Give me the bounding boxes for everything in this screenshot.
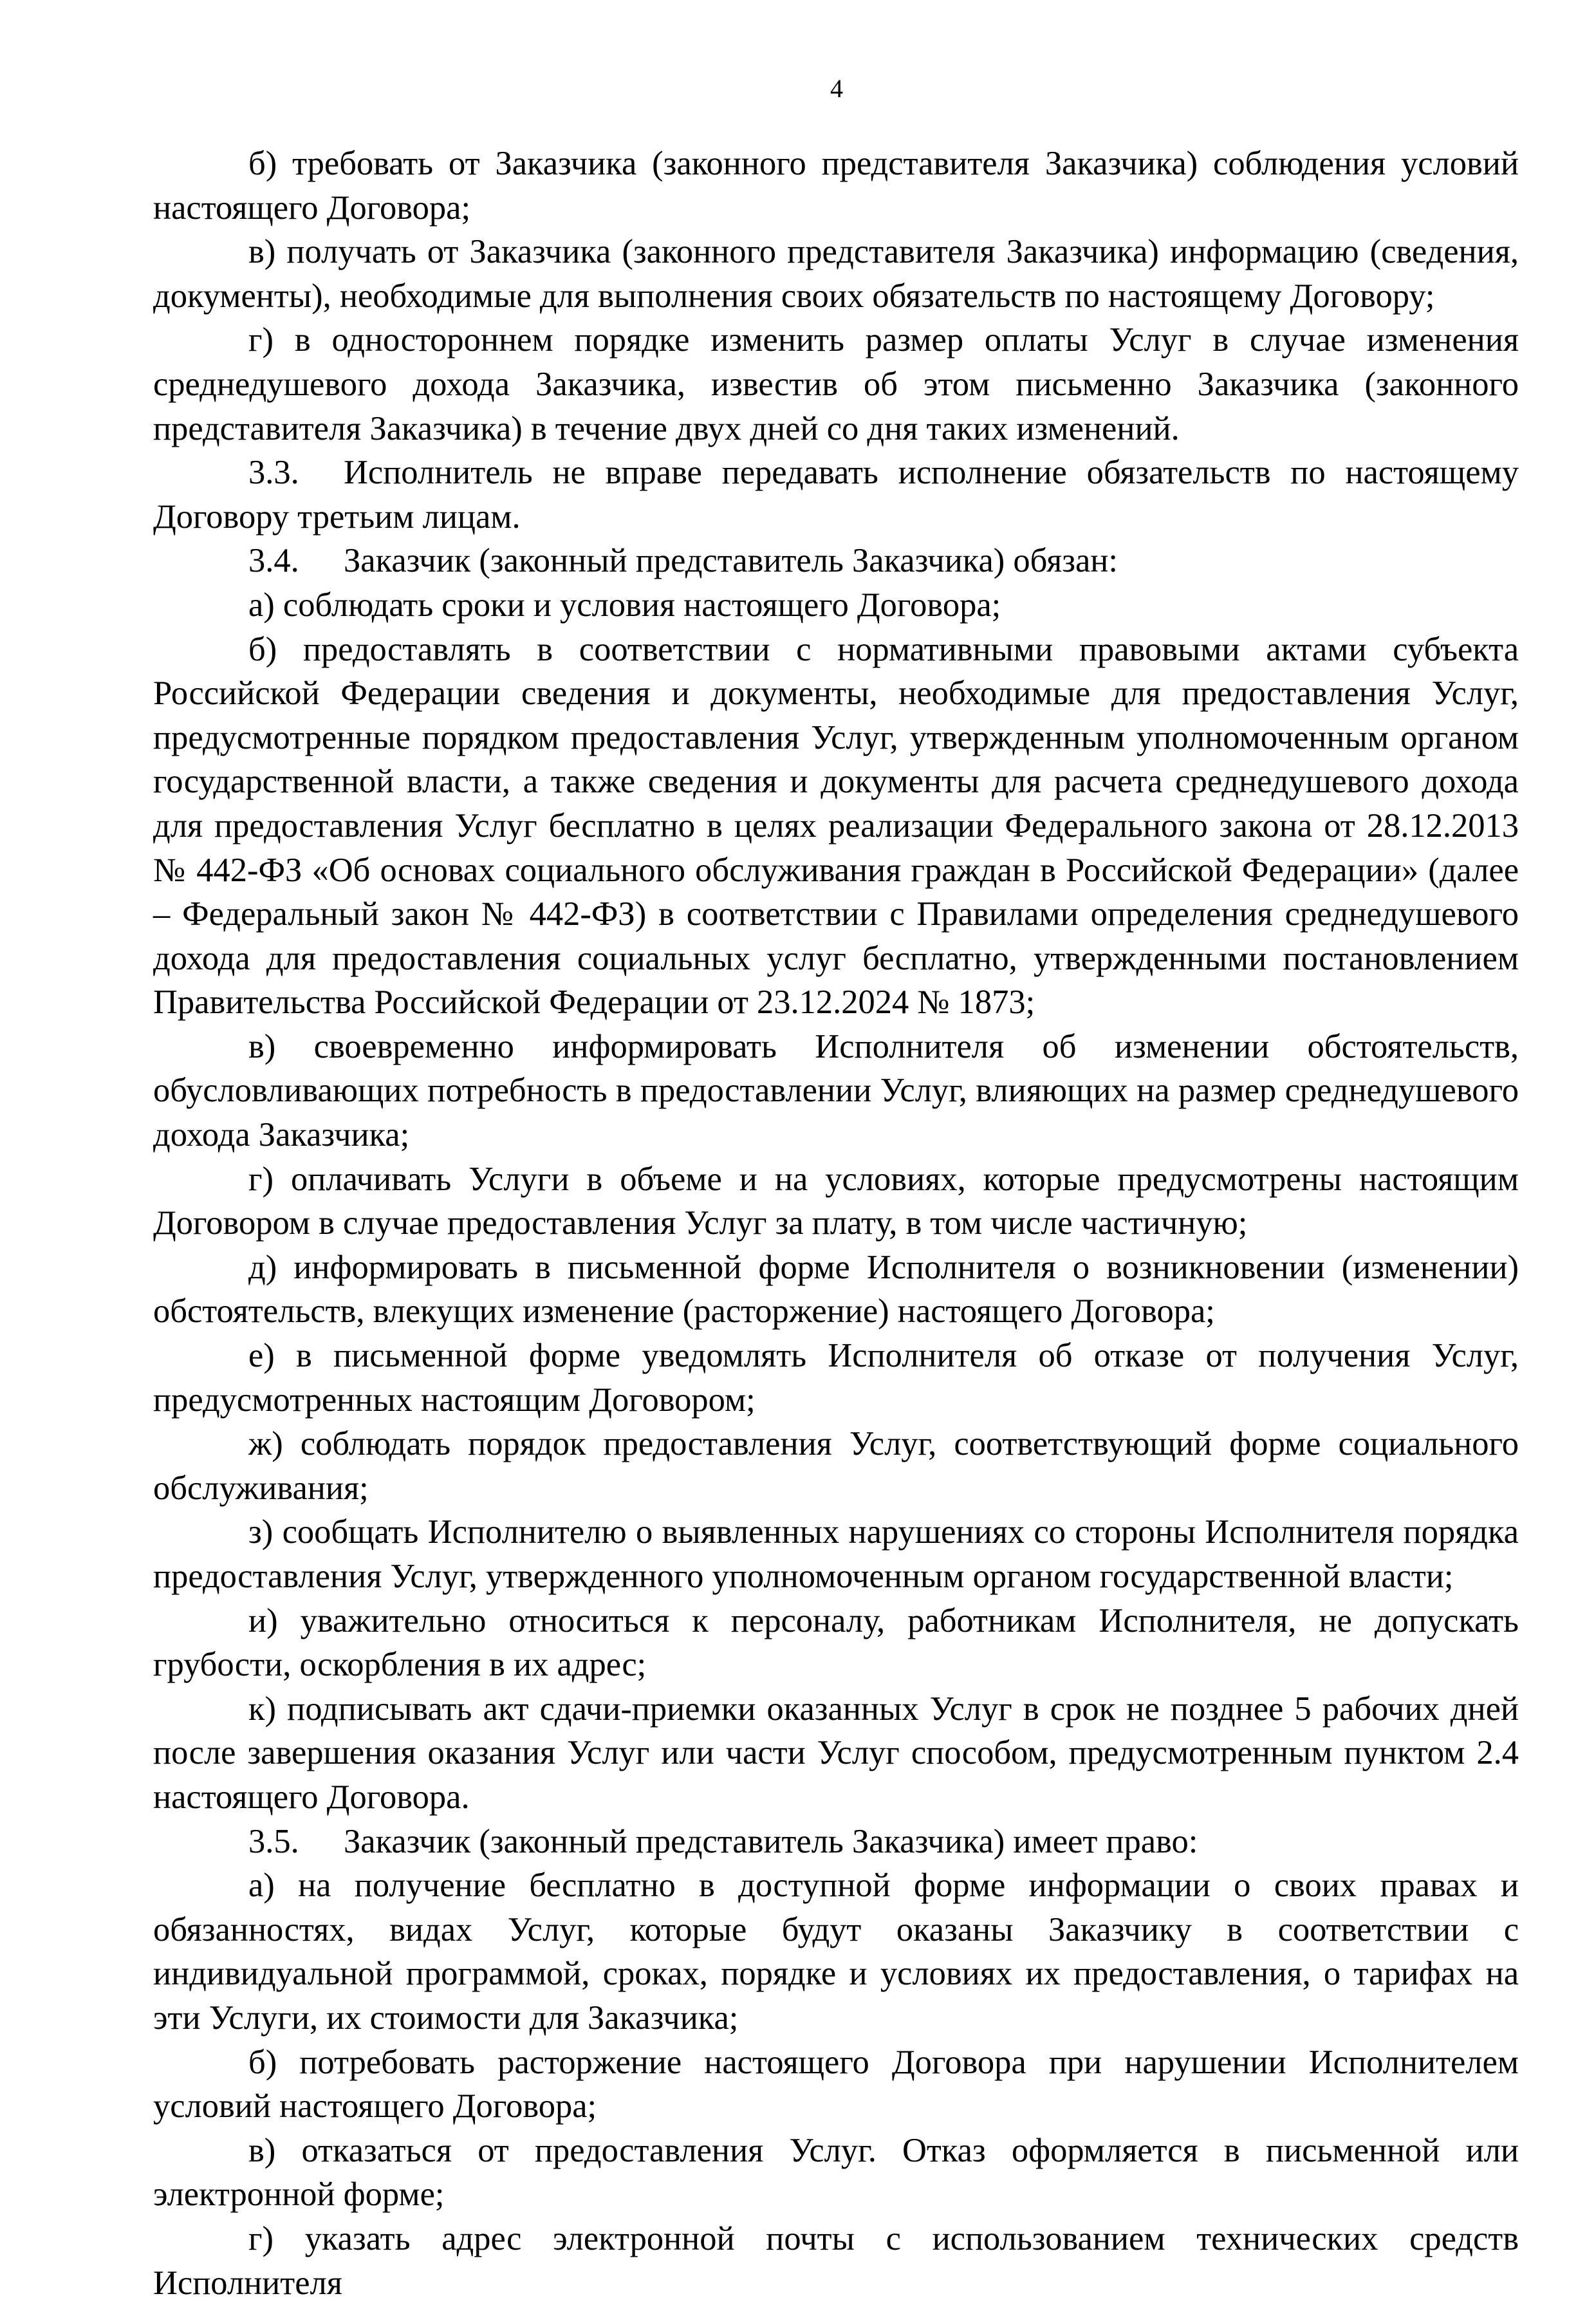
paragraph-3-4-i: и) уважительно относиться к персоналу, работникам Исполнителя, не допускать грубости, оскорбления в их адрес; xyxy=(153,1601,1519,1684)
clause-number: 3.3. xyxy=(248,454,299,492)
paragraph-3-2-v: в) получать от Заказчика (законного представителя Заказчика) информацию (сведения, документы), необходимые для выполнения своих обязательств по настоящему Договору; xyxy=(153,233,1519,315)
clause-3-5 xyxy=(153,1820,1519,1864)
clause-text: Исполнитель не вправе передавать исполнение обязательств по настоящему Договору третьим лицам. xyxy=(153,454,1519,536)
paragraph-3-4-v: в) своевременно информировать Исполнителя об изменении обстоятельств, обусловливающих потребность в предоставлении Услуг, влияющих на размер среднедушевого дохода Заказчика; xyxy=(153,1027,1519,1154)
paragraph-3-4-zh: ж) соблюдать порядок предоставления Услуг, соответствующий форме социального обслуживания; xyxy=(153,1425,1519,1507)
paragraph-3-4-e: е) в письменной форме уведомлять Исполнителя об отказе от получения Услуг, предусмотренных настоящим Договором; xyxy=(153,1337,1519,1419)
clause-number: 3.4. xyxy=(248,542,299,580)
clause-text: Заказчик (законный представитель Заказчика) обязан: xyxy=(344,542,1118,580)
paragraph-3-4-a: а) соблюдать сроки и условия настоящего Договора; xyxy=(248,586,1001,624)
paragraph-3-4-k: к) подписывать акт сдачи-приемки оказанных Услуг в срок не позднее 5 рабочих дней после завершения оказания Услуг или части Услуг способом, предусмотренным пунктом 2.4 настоящего Договора. xyxy=(153,1690,1519,1816)
paragraph-3-5-a: а) на получение бесплатно в доступной форме информации о своих правах и обязанностях, видах Услуг, которые будут оказаны Заказчику в соответствии с индивидуальной программой, сроках, порядке и условиях их предоставления, о тарифах на эти Услуги, их стоимости для Заказчика; xyxy=(153,1867,1519,2037)
paragraph-3-5-g: г) указать адрес электронной почты с использованием технических средств Исполнителя xyxy=(153,2219,1519,2302)
clause-text: Заказчик (законный представитель Заказчика) имеет право: xyxy=(344,1822,1198,1860)
paragraph-3-4-z: з) сообщать Исполнителю о выявленных нарушениях со стороны Исполнителя порядка предоставления Услуг, утвержденного уполномоченным органом государственной власти; xyxy=(153,1513,1519,1595)
clause-number: 3.5. xyxy=(248,1822,299,1860)
paragraph-3-5-b: б) потребовать расторжение настоящего Договора при нарушении Исполнителем условий настоящего Договора; xyxy=(153,2043,1519,2125)
paragraph-3-2-g: г) в одностороннем порядке изменить размер оплаты Услуг в случае изменения среднедушевого дохода Заказчика, известив об этом письменно Заказчика (законного представителя Заказчика) в течение двух дней со дня таких изменений. xyxy=(153,321,1519,447)
paragraph-3-4-b: б) предоставлять в соответствии с нормативными правовыми актами субъекта Российской Федерации сведения и документы, необходимые для предоставления Услуг, предусмотренные порядком предоставления Услуг, утвержденным уполномоченным органом государственной власти, а также сведения и документы для расчета среднедушевого дохода для предоставления Услуг бесплатно в целях реализации Федерального закона от 28.12.2013 № 442-ФЗ «Об основах социального обслуживания граждан в Российской Федерации» (далее – Федеральный закон № 442-ФЗ) в соответствии с Правилами определения среднедушевого дохода для предоставления социальных услуг бесплатно, утвержденными постановлением Правительства Российской Федерации от 23.12.2024 № 1873; xyxy=(153,630,1519,1022)
paragraph-3-4-g: г) оплачивать Услуги в объеме и на условиях, которые предусмотрены настоящим Договором в случае предоставления Услуг за плату, в том числе частичную; xyxy=(153,1160,1519,1242)
clause-3-3 xyxy=(153,451,1519,539)
paragraph-3-5-v: в) отказаться от предоставления Услуг. Отказ оформляется в письменной или электронной форме; xyxy=(153,2131,1519,2214)
paragraph-3-4-d: д) информировать в письменной форме Исполнителя о возникновении (изменении) обстоятельств, влекущих изменение (расторжение) настоящего Договора; xyxy=(153,1248,1519,1330)
paragraph-3-2-b: б) требовать от Заказчика (законного представителя Заказчика) соблюдения условий настоящего Договора; xyxy=(153,145,1519,227)
page-number: 4 xyxy=(830,74,843,103)
clause-3-4 xyxy=(153,539,1519,583)
document-body xyxy=(153,142,1519,2305)
